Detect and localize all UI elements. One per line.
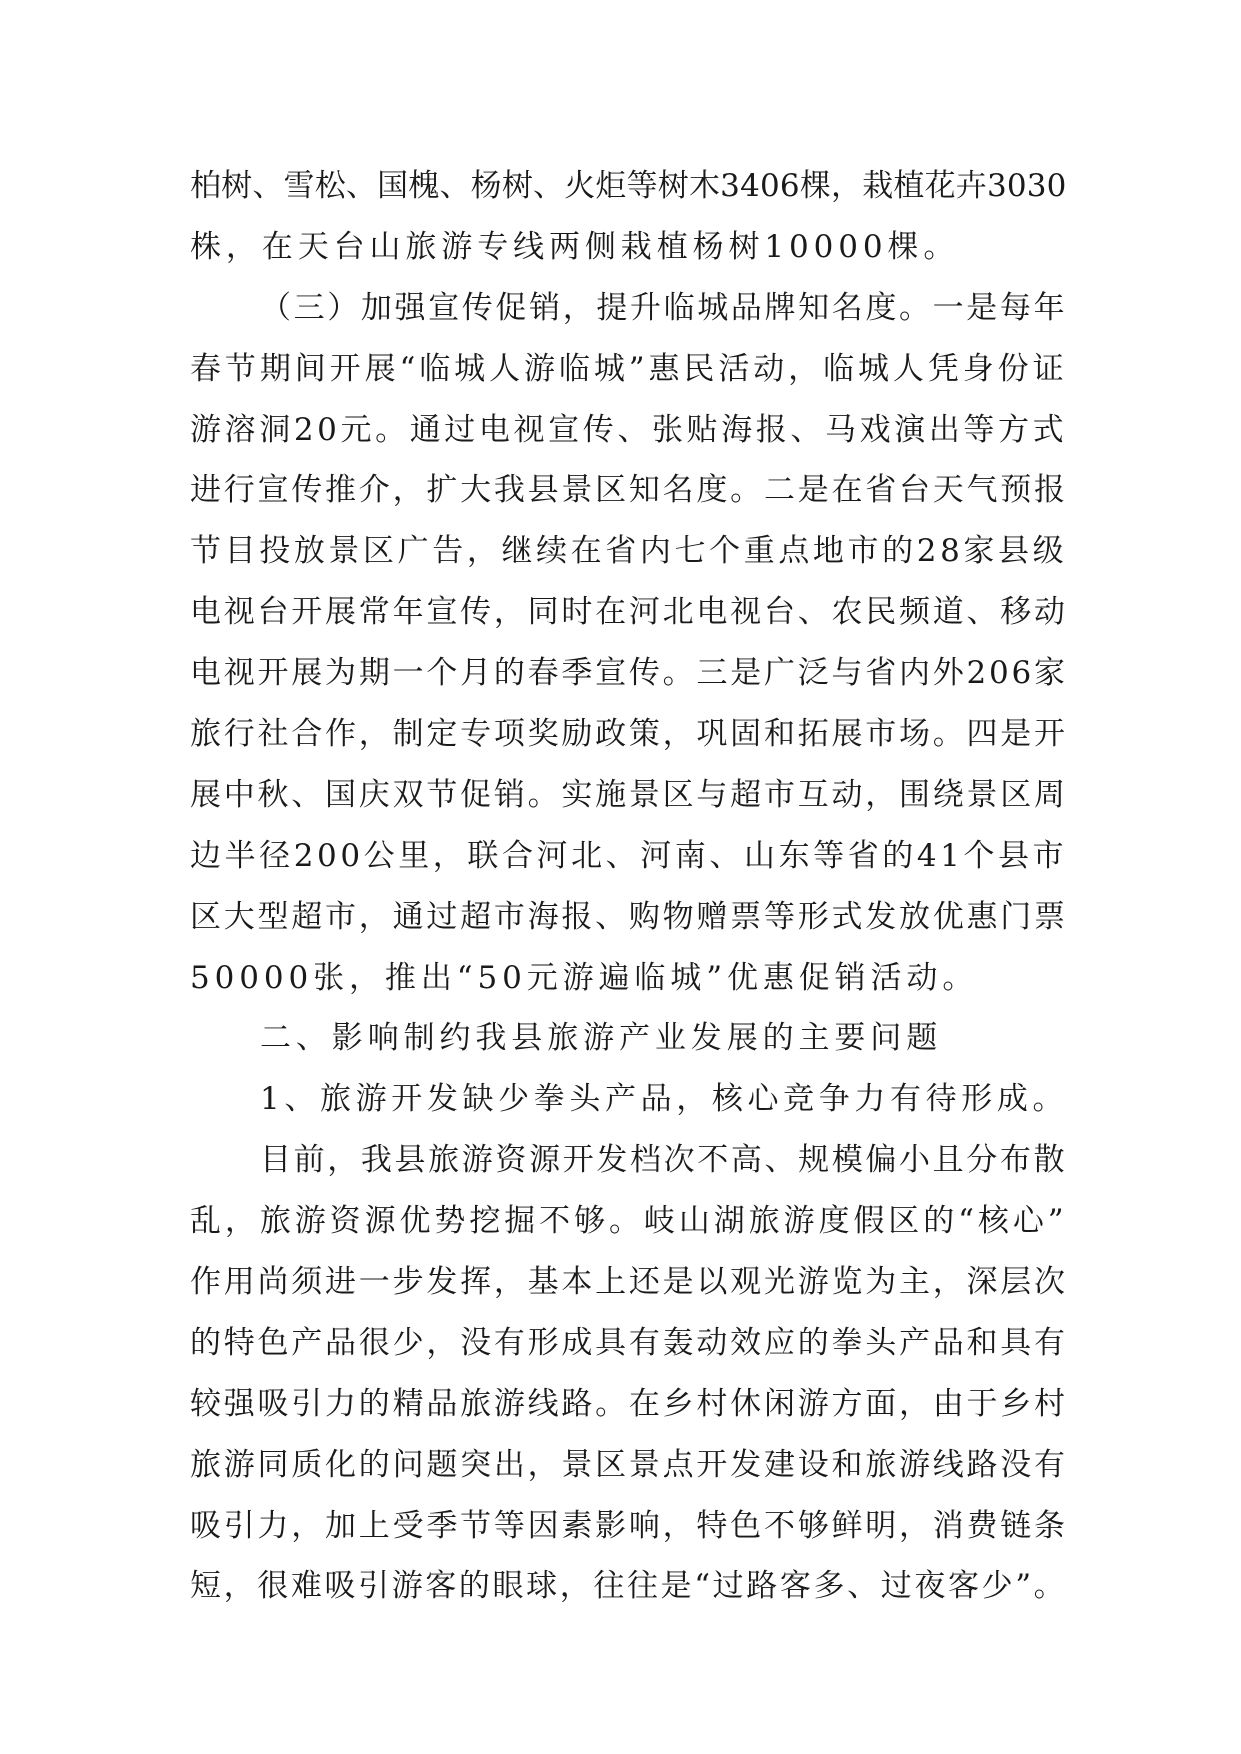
text-line: 柏树、雪松、国槐、杨树、火炬等树木3406棵，栽植花卉3030: [190, 168, 1067, 204]
text-line: 二、影响制约我县旅游产业发展的主要问题: [260, 1020, 943, 1057]
text-line: 吸引力，加上受季节等因素影响，特色不够鲜明，消费链条: [190, 1507, 1068, 1544]
text-line: 旅游同质化的问题突出，景区景点开发建设和旅游线路没有: [190, 1446, 1068, 1483]
body-text: [190, 156, 1070, 1617]
text-line: 节目投放景区广告，继续在省内七个重点地市的28家县级: [190, 533, 1068, 570]
text-line: 旅行社合作，制定专项奖励政策，巩固和拓展市场。四是开: [190, 716, 1068, 753]
text-line: 乱，旅游资源优势挖掘不够。岐山湖旅游度假区的“核心”: [190, 1203, 1068, 1240]
text-line: 较强吸引力的精品旅游线路。在乡村休闲游方面，由于乡村: [190, 1385, 1068, 1422]
text-line: 短，很难吸引游客的眼球，往往是“过路客多、过夜客少”。: [190, 1568, 1068, 1605]
text-line: 电视台开展常年宣传，同时在河北电视台、农民频道、移动: [190, 594, 1068, 631]
text-line: 1、旅游开发缺少拳头产品，核心竞争力有待形成。: [260, 1081, 1069, 1118]
text-line: 目前，我县旅游资源开发档次不高、规模偏小且分布散: [260, 1142, 1068, 1179]
text-line: 进行宣传推介，扩大我县景区知名度。二是在省台天气预报: [190, 472, 1068, 509]
text-line: 边半径200公里，联合河北、河南、山东等省的41个县市: [190, 837, 1068, 874]
text-line: 电视开展为期一个月的春季宣传。三是广泛与省内外206家: [190, 655, 1068, 692]
text-line: 株，在天台山旅游专线两侧栽植杨树10000棵。: [190, 228, 960, 265]
text-line: 作用尚须进一步发挥，基本上还是以观光游览为主，深层次: [190, 1264, 1068, 1301]
text-line: 区大型超市，通过超市海报、购物赠票等形式发放优惠门票: [190, 898, 1068, 935]
text-line: 游溶洞20元。通过电视宣传、张贴海报、马戏演出等方式: [190, 411, 1068, 448]
text-line: （三）加强宣传促销，提升临城品牌知名度。一是每年: [260, 289, 1068, 326]
text-line: 的特色产品很少，没有形成具有轰动效应的拳头产品和具有: [190, 1324, 1068, 1361]
text-line: 展中秋、国庆双节促销。实施景区与超市互动，围绕景区周: [190, 776, 1068, 813]
text-line: 春节期间开展“临城人游临城”惠民活动，临城人凭身份证: [190, 350, 1068, 387]
text-line: 50000张，推出“50元游遍临城”优惠促销活动。: [190, 959, 979, 996]
